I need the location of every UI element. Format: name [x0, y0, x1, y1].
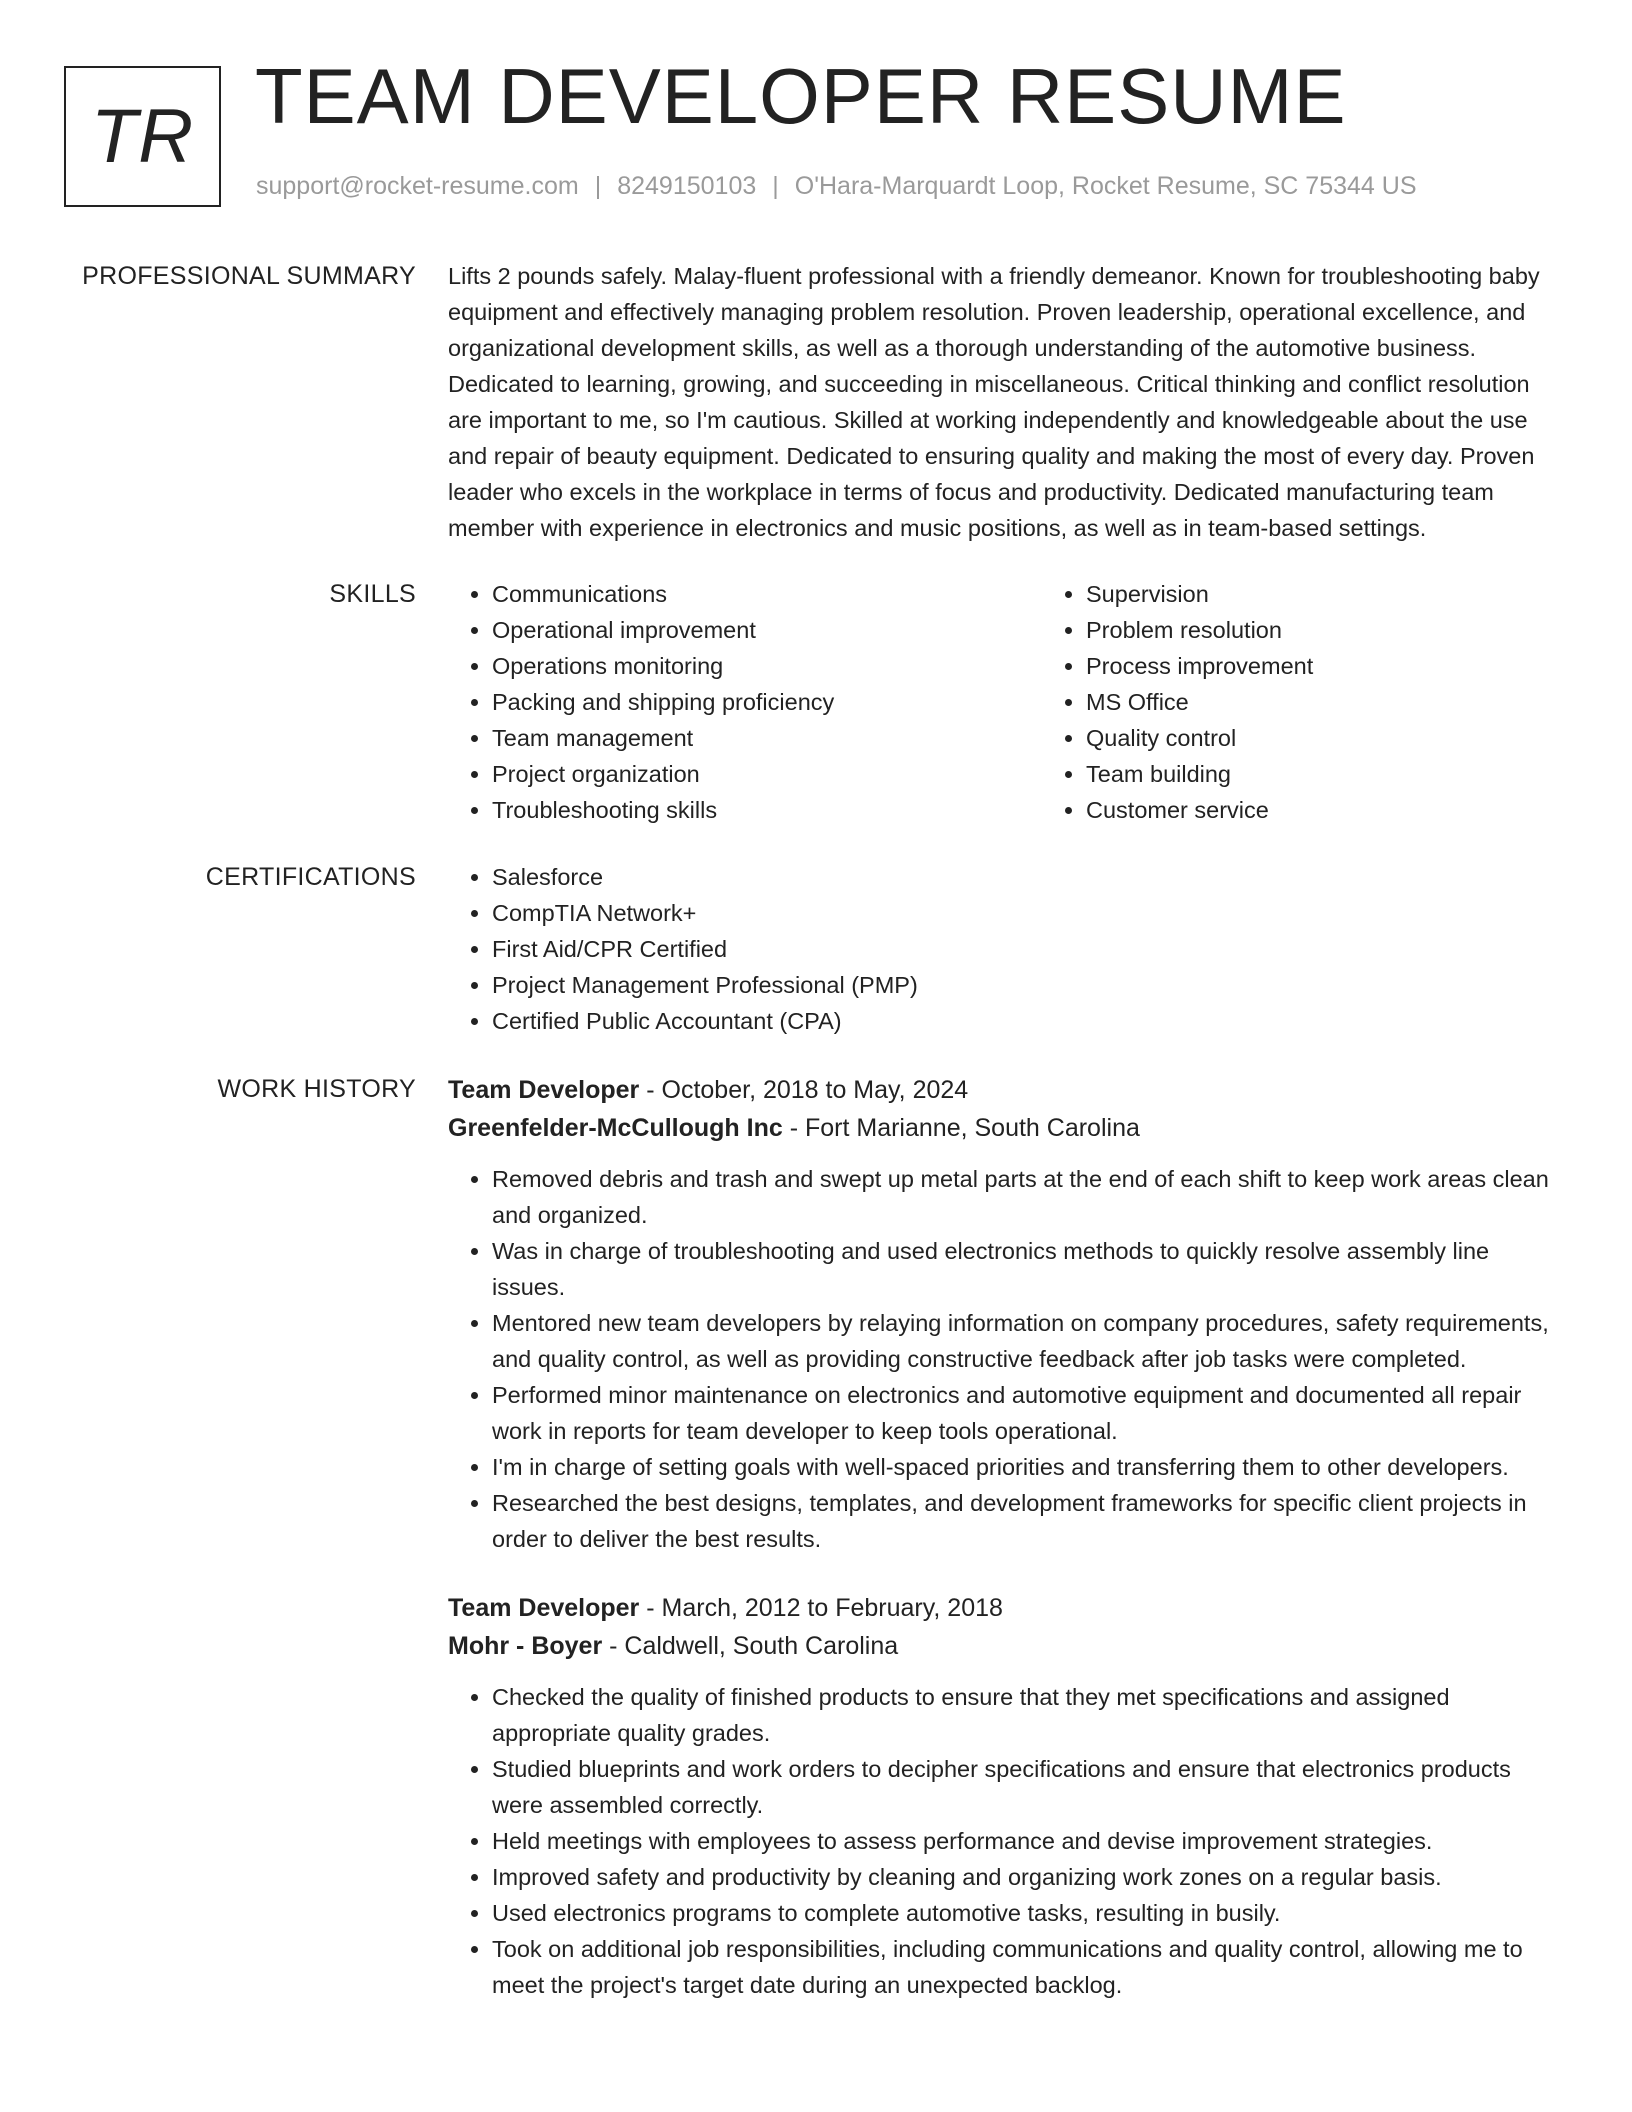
section-professional-summary — [0, 258, 1632, 546]
contact-separator: | — [772, 172, 779, 200]
skill-item: • Operational improvement — [492, 612, 1042, 648]
job-company-line — [448, 1627, 1568, 1665]
section-body — [448, 258, 1568, 546]
skills-grid — [448, 576, 1568, 828]
section-label: SKILLS — [329, 580, 416, 608]
job-location: - Caldwell, South Carolina — [602, 1632, 899, 1660]
skill-item: • Team management — [492, 720, 1042, 756]
contact-line — [256, 172, 1417, 201]
skills-list-right — [1042, 576, 1632, 828]
section-body — [448, 1071, 1568, 2035]
certification-item: • CompTIA Network+ — [492, 895, 1568, 931]
certification-item: • Certified Public Accountant (CPA) — [492, 1003, 1568, 1039]
contact-email: support@rocket-resume.com — [256, 172, 579, 200]
job-title-line — [448, 1589, 1568, 1627]
job-title-line — [448, 1071, 1568, 1109]
job-dates: - March, 2012 to February, 2018 — [639, 1594, 1003, 1622]
job-company-line — [448, 1109, 1568, 1147]
skill-item: • Troubleshooting skills — [492, 792, 1042, 828]
job-bullet: • Used electronics programs to complete automotive tasks, resulting in busily. — [492, 1895, 1568, 1931]
job-bullet: • Was in charge of troubleshooting and used electronics methods to quickly resolve assembly line issues. — [492, 1233, 1568, 1305]
job-bullet: • Performed minor maintenance on electronics and automotive equipment and documented all repair work in reports for team developer to keep tools operational. — [492, 1377, 1568, 1449]
job-title: Team Developer — [448, 1076, 640, 1104]
section-certifications — [0, 859, 1632, 1039]
job-location: - Fort Marianne, South Carolina — [782, 1114, 1140, 1142]
certification-item: • Salesforce — [492, 859, 1568, 895]
contact-separator: | — [594, 172, 602, 200]
section-body — [448, 859, 1568, 1039]
job-title: Team Developer — [448, 1594, 640, 1622]
section-body — [448, 576, 1568, 828]
skill-item: • Team building — [1086, 756, 1632, 792]
job-bullet: • Took on additional job responsibilities, including communications and quality control, allowing me to meet the project's target date during an unexpected backlog. — [492, 1931, 1568, 2003]
job-bullet: • Mentored new team developers by relaying information on company procedures, safety requirements, and quality control, as well as providing constructive feedback after job tasks were completed. — [492, 1305, 1568, 1377]
section-work-history — [0, 1071, 1632, 2035]
job-bullets — [448, 1679, 1568, 2003]
skill-item: • MS Office — [1086, 684, 1632, 720]
job-bullet: • Checked the quality of finished products to ensure that they met specifications and assigned appropriate quality grades. — [492, 1679, 1568, 1751]
section-label: WORK HISTORY — [217, 1075, 416, 1103]
job-entry — [448, 1589, 1568, 2003]
skill-item: • Process improvement — [1086, 648, 1632, 684]
job-dates: - October, 2018 to May, 2024 — [639, 1076, 969, 1104]
contact-address: O'Hara-Marquardt Loop, Rocket Resume, SC 75344 US — [794, 172, 1417, 200]
skill-item: • Quality control — [1086, 720, 1632, 756]
skill-item: • Operations monitoring — [492, 648, 1042, 684]
job-entry — [448, 1071, 1568, 1557]
section-label: PROFESSIONAL SUMMARY — [82, 262, 416, 290]
job-company: Greenfelder-McCullough Inc — [448, 1114, 783, 1142]
certification-item: • Project Management Professional (PMP) — [492, 967, 1568, 1003]
resume-header — [0, 0, 1632, 240]
skill-item: • Problem resolution — [1086, 612, 1632, 648]
certifications-list — [448, 859, 1568, 1039]
job-bullet: • Removed debris and trash and swept up metal parts at the end of each shift to keep work areas clean and organized. — [492, 1161, 1568, 1233]
skills-list-left — [448, 576, 1042, 828]
job-bullet: • Studied blueprints and work orders to decipher specifications and ensure that electronics products were assembled correctly. — [492, 1751, 1568, 1823]
job-bullet: • Held meetings with employees to assess performance and devise improvement strategies. — [492, 1823, 1568, 1859]
resume-title: TEAM DEVELOPER RESUME — [255, 52, 1347, 140]
job-company: Mohr - Boyer — [448, 1632, 603, 1660]
section-label: CERTIFICATIONS — [205, 863, 416, 891]
skill-item: • Supervision — [1086, 576, 1632, 612]
skill-item: • Customer service — [1086, 792, 1632, 828]
resume-content — [0, 258, 1632, 2035]
skill-item: • Project organization — [492, 756, 1042, 792]
skill-item: • Packing and shipping proficiency — [492, 684, 1042, 720]
job-bullet: • Researched the best designs, templates, and development frameworks for specific client projects in order to deliver the best results. — [492, 1485, 1568, 1557]
skill-item: • Communications — [492, 576, 1042, 612]
contact-phone: 8249150103 — [617, 172, 757, 200]
job-bullet: • Improved safety and productivity by cleaning and organizing work zones on a regular basis. — [492, 1859, 1568, 1895]
section-skills — [0, 576, 1632, 828]
summary-text: Lifts 2 pounds safely. Malay-fluent professional with a friendly demeanor. Known for troubleshooting baby equipment and effectively managing problem resolution. Proven leadership, operational excellence, and organizational development skills, as well as a thorough understanding of the automotive business. Dedicated to learning, growing, and succeeding in miscellaneous. Critical thinking and conflict resolution are important to me, so I'm cautious. Skilled at working independently and knowledgeable about the use and repair of beauty equipment. Dedicated to ensuring quality and making the most of every day. Proven leader who excels in the workplace in terms of focus and productivity. Dedicated manufacturing team member with experience in electronics and music positions, as well as in team-based settings. — [448, 263, 1540, 541]
job-bullet: • I'm in charge of setting goals with well-spaced priorities and transferring them to other developers. — [492, 1449, 1568, 1485]
job-bullets — [448, 1161, 1568, 1557]
certification-item: • First Aid/CPR Certified — [492, 931, 1568, 967]
monogram: TR — [64, 66, 221, 207]
